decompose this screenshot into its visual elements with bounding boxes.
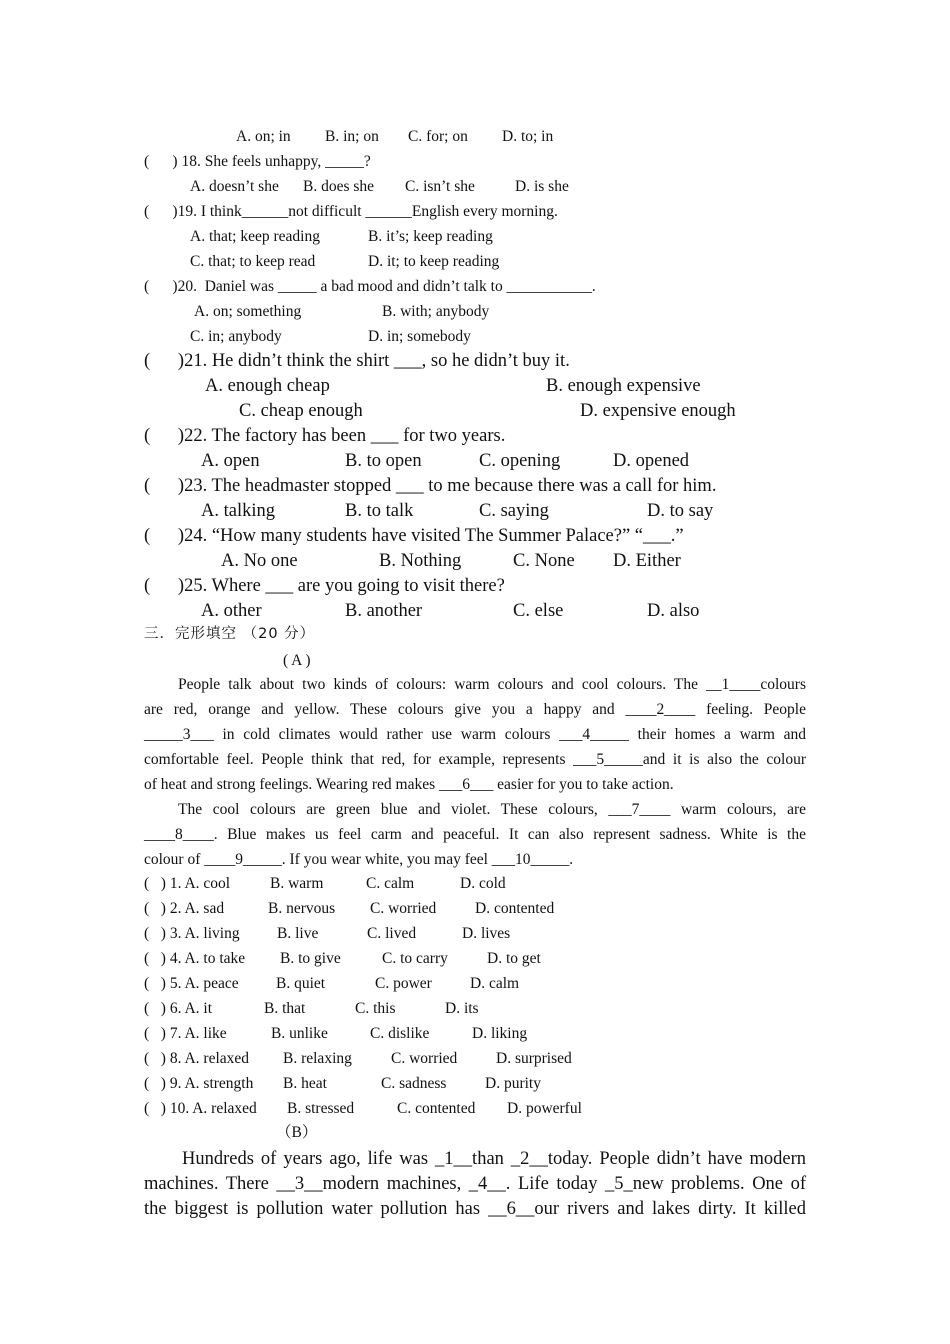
q25-option-b: B. another bbox=[345, 601, 423, 621]
option-c: C. worried bbox=[370, 900, 437, 917]
passage-line: People talk about two kinds of colours: warm colours and cool colours. The __1____colours bbox=[178, 676, 806, 693]
option-c: C. sadness bbox=[381, 1075, 447, 1092]
passage-line: colour of ____9_____. If you wear white, you may feel ___10_____. bbox=[144, 851, 574, 868]
q25-option-c: C. else bbox=[513, 601, 564, 621]
passage-line: The cool colours are green blue and violet. These colours, ___7____ warm colours, are bbox=[178, 801, 806, 818]
section-3-heading: 三．完形填空 （20 分） bbox=[144, 626, 316, 642]
item-number: ( ) 1. A. cool bbox=[144, 875, 231, 892]
option-d: D. surprised bbox=[496, 1050, 572, 1067]
q24-option-c: C. None bbox=[513, 551, 575, 571]
q19-option-b: B. it’s; keep reading bbox=[368, 228, 493, 245]
q17-option-d: D. to; in bbox=[502, 128, 554, 145]
option-c: C. lived bbox=[367, 925, 417, 942]
option-b: B. that bbox=[264, 1000, 306, 1017]
passage-line: of heat and strong feelings. Wearing red makes ___6___ easier for you to take action. bbox=[144, 776, 674, 793]
option-d: D. its bbox=[445, 1000, 479, 1017]
q25-option-a: A. other bbox=[201, 601, 262, 621]
q18-option-b: B. does she bbox=[303, 178, 375, 195]
q20-option-b: B. with; anybody bbox=[382, 303, 490, 320]
item-number: ( ) 8. A. relaxed bbox=[144, 1050, 250, 1067]
option-b: B. warm bbox=[270, 875, 324, 892]
option-c: C. contented bbox=[397, 1100, 476, 1117]
question-18-stem: ( ) 18. She feels unhappy, _____? bbox=[144, 153, 371, 170]
option-b: B. stressed bbox=[287, 1100, 355, 1117]
q23-option-b: B. to talk bbox=[345, 501, 414, 521]
option-b: B. to give bbox=[280, 950, 341, 967]
q20-option-a: A. on; something bbox=[194, 303, 302, 320]
option-d: D. powerful bbox=[507, 1100, 582, 1117]
option-c: C. this bbox=[355, 1000, 396, 1017]
q19-option-c: C. that; to keep read bbox=[190, 253, 316, 270]
option-d: D. liking bbox=[472, 1025, 528, 1042]
passage-line: machines. There __3__modern machines, _4__. Life today _5_new problems. One of bbox=[144, 1174, 806, 1194]
q17-option-b: B. in; on bbox=[325, 128, 379, 145]
q25-option-d: D. also bbox=[647, 601, 700, 621]
option-c: C. to carry bbox=[382, 950, 448, 967]
part-a-label: ( A ) bbox=[283, 652, 311, 669]
option-d: D. lives bbox=[462, 925, 511, 942]
passage-line: the biggest is pollution water pollution has __6__our rivers and lakes dirty. It killed bbox=[144, 1199, 806, 1219]
q22-option-c: C. opening bbox=[479, 451, 561, 471]
passage-line: Hundreds of years ago, life was _1__than _2__today. People didn’t have modern bbox=[182, 1149, 806, 1169]
option-d: D. calm bbox=[470, 975, 520, 992]
q23-option-c: C. saying bbox=[479, 501, 549, 521]
option-c: C. calm bbox=[366, 875, 415, 892]
q18-option-a: A. doesn’t she bbox=[190, 178, 279, 195]
question-22-stem: ( )22. The factory has been ___ for two years. bbox=[144, 426, 506, 446]
q22-option-a: A. open bbox=[201, 451, 260, 471]
item-number: ( ) 4. A. to take bbox=[144, 950, 246, 967]
q17-option-c: C. for; on bbox=[408, 128, 468, 145]
option-d: D. cold bbox=[460, 875, 506, 892]
q22-option-d: D. opened bbox=[613, 451, 690, 471]
item-number: ( ) 5. A. peace bbox=[144, 975, 239, 992]
item-number: ( ) 10. A. relaxed bbox=[144, 1100, 257, 1117]
question-23-stem: ( )23. The headmaster stopped ___ to me because there was a call for him. bbox=[144, 476, 717, 496]
option-d: D. purity bbox=[485, 1075, 541, 1092]
option-c: C. power bbox=[375, 975, 432, 992]
q20-option-d: D. in; somebody bbox=[368, 328, 471, 345]
passage-line: ____8____. Blue makes us feel carm and peaceful. It can also represent sadness. White is the bbox=[144, 826, 806, 843]
passage-line: comfortable feel. People think that red, for example, represents ___5_____and it is also the colour bbox=[144, 751, 806, 768]
option-d: D. contented bbox=[475, 900, 555, 917]
item-number: ( ) 9. A. strength bbox=[144, 1075, 254, 1092]
option-c: C. worried bbox=[391, 1050, 458, 1067]
q18-option-c: C. isn’t she bbox=[405, 178, 475, 195]
option-b: B. quiet bbox=[276, 975, 326, 992]
question-25-stem: ( )25. Where ___ are you going to visit there? bbox=[144, 576, 505, 596]
q21-option-d: D. expensive enough bbox=[580, 401, 736, 421]
option-b: B. live bbox=[277, 925, 319, 942]
part-b-label: （B） bbox=[276, 1124, 318, 1141]
q21-option-a: A. enough cheap bbox=[205, 376, 330, 396]
q24-option-b: B. Nothing bbox=[379, 551, 462, 571]
option-d: D. to get bbox=[487, 950, 541, 967]
q21-option-c: C. cheap enough bbox=[239, 401, 363, 421]
option-c: C. dislike bbox=[370, 1025, 430, 1042]
item-number: ( ) 6. A. it bbox=[144, 1000, 213, 1017]
item-number: ( ) 3. A. living bbox=[144, 925, 240, 942]
option-b: B. unlike bbox=[271, 1025, 328, 1042]
question-19-stem: ( )19. I think______not difficult ______English every morning. bbox=[144, 203, 558, 220]
q19-option-a: A. that; keep reading bbox=[190, 228, 320, 245]
option-b: B. relaxing bbox=[283, 1050, 352, 1067]
q24-option-d: D. Either bbox=[613, 551, 681, 571]
q17-option-a: A. on; in bbox=[236, 128, 291, 145]
q21-option-b: B. enough expensive bbox=[546, 376, 701, 396]
question-21-stem: ( )21. He didn’t think the shirt ___, so he didn’t buy it. bbox=[144, 351, 570, 371]
q19-option-d: D. it; to keep reading bbox=[368, 253, 500, 270]
item-number: ( ) 2. A. sad bbox=[144, 900, 225, 917]
q22-option-b: B. to open bbox=[345, 451, 422, 471]
question-24-stem: ( )24. “How many students have visited The Summer Palace?” “___.” bbox=[144, 526, 684, 546]
q18-option-d: D. is she bbox=[515, 178, 569, 195]
item-number: ( ) 7. A. like bbox=[144, 1025, 227, 1042]
question-20-stem: ( )20. Daniel was _____ a bad mood and didn’t talk to ___________. bbox=[144, 278, 596, 295]
option-b: B. nervous bbox=[268, 900, 336, 917]
q23-option-d: D. to say bbox=[647, 501, 714, 521]
q20-option-c: C. in; anybody bbox=[190, 328, 282, 345]
option-b: B. heat bbox=[283, 1075, 327, 1092]
passage-line: are red, orange and yellow. These colours give you a happy and ____2____ feeling. People bbox=[144, 701, 806, 718]
q23-option-a: A. talking bbox=[201, 501, 275, 521]
q24-option-a: A. No one bbox=[221, 551, 298, 571]
passage-line: _____3___ in cold climates would rather use warm colours ___4_____ their homes a warm and bbox=[144, 726, 806, 743]
